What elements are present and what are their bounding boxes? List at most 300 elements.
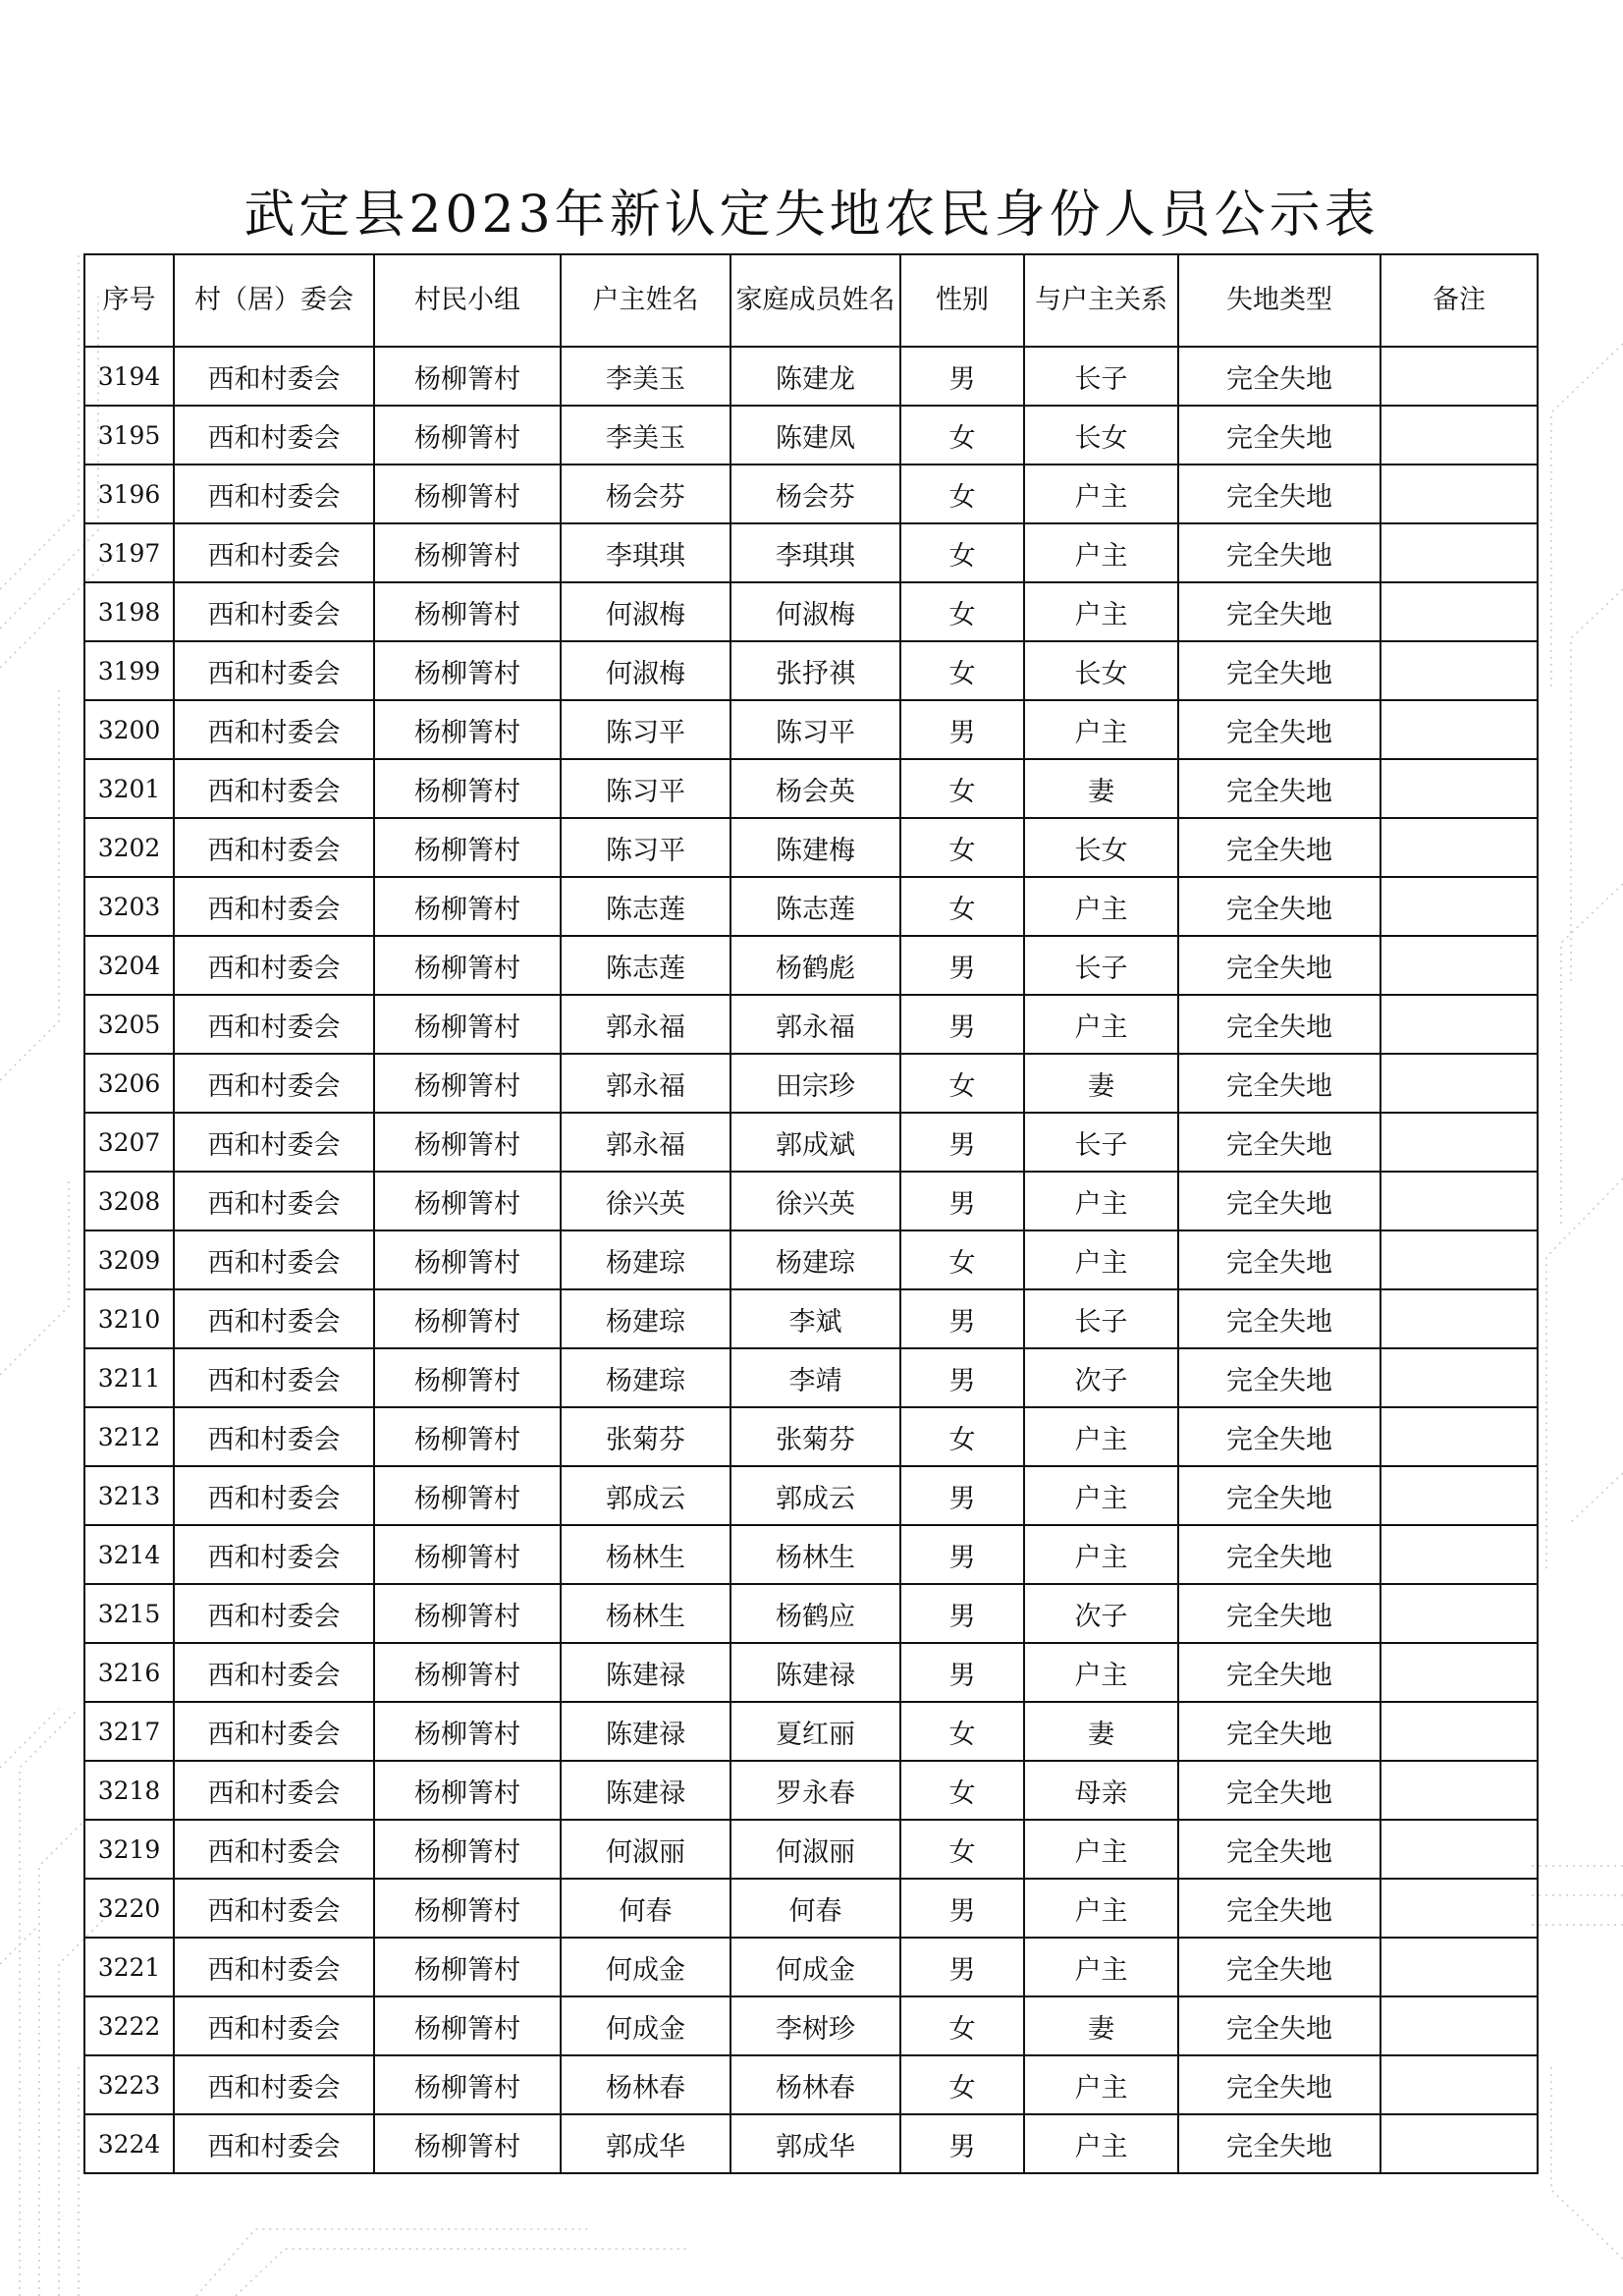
cell-remarks (1380, 1525, 1538, 1584)
cell-village-committee: 西和村委会 (174, 1879, 374, 1938)
cell-family-member: 徐兴英 (730, 1172, 900, 1230)
cell-land-loss-type: 完全失地 (1178, 1996, 1380, 2055)
table-row (84, 347, 1538, 406)
cell-relation: 户主 (1024, 1643, 1178, 1702)
table-row (84, 1879, 1538, 1938)
cell-villager-group: 杨柳箐村 (374, 2114, 561, 2173)
cell-serial-no: 3209 (84, 1230, 174, 1289)
cell-family-member: 郭成斌 (730, 1113, 900, 1172)
cell-household-head: 何春 (561, 1879, 730, 1938)
cell-serial-no: 3201 (84, 759, 174, 818)
cell-gender: 女 (900, 1702, 1024, 1761)
cell-household-head: 李美玉 (561, 347, 730, 406)
cell-remarks (1380, 995, 1538, 1054)
cell-land-loss-type: 完全失地 (1178, 1879, 1380, 1938)
cell-family-member: 郭永福 (730, 995, 900, 1054)
table-row (84, 759, 1538, 818)
cell-serial-no: 3214 (84, 1525, 174, 1584)
table-row (84, 995, 1538, 1054)
table-body (84, 347, 1538, 2173)
cell-household-head: 杨建琮 (561, 1230, 730, 1289)
table-row (84, 582, 1538, 641)
cell-villager-group: 杨柳箐村 (374, 582, 561, 641)
cell-gender: 女 (900, 1230, 1024, 1289)
cell-remarks (1380, 582, 1538, 641)
cell-gender: 男 (900, 1289, 1024, 1348)
cell-relation: 妻 (1024, 759, 1178, 818)
cell-remarks (1380, 1584, 1538, 1643)
cell-serial-no: 3198 (84, 582, 174, 641)
cell-gender: 男 (900, 995, 1024, 1054)
cell-family-member: 何淑丽 (730, 1820, 900, 1879)
table-row (84, 936, 1538, 995)
header-serial-no: 序号 (84, 254, 174, 347)
cell-land-loss-type: 完全失地 (1178, 465, 1380, 523)
cell-gender: 男 (900, 1172, 1024, 1230)
cell-villager-group: 杨柳箐村 (374, 347, 561, 406)
cell-remarks (1380, 1230, 1538, 1289)
header-gender: 性别 (900, 254, 1024, 347)
cell-land-loss-type: 完全失地 (1178, 1348, 1380, 1407)
cell-gender: 男 (900, 1525, 1024, 1584)
cell-serial-no: 3219 (84, 1820, 174, 1879)
cell-villager-group: 杨柳箐村 (374, 1054, 561, 1113)
cell-serial-no: 3211 (84, 1348, 174, 1407)
cell-village-committee: 西和村委会 (174, 641, 374, 700)
cell-village-committee: 西和村委会 (174, 759, 374, 818)
page-title: 武定县2023年新认定失地农民身份人员公示表 (243, 186, 1380, 245)
cell-serial-no: 3199 (84, 641, 174, 700)
cell-land-loss-type: 完全失地 (1178, 1820, 1380, 1879)
cell-relation: 长子 (1024, 1289, 1178, 1348)
table-row (84, 1584, 1538, 1643)
cell-gender: 男 (900, 2114, 1024, 2173)
cell-family-member: 田宗珍 (730, 1054, 900, 1113)
cell-household-head: 何淑梅 (561, 641, 730, 700)
cell-family-member: 李树珍 (730, 1996, 900, 2055)
cell-remarks (1380, 2114, 1538, 2173)
cell-household-head: 张菊芬 (561, 1407, 730, 1466)
cell-relation: 户主 (1024, 1938, 1178, 1996)
cell-serial-no: 3223 (84, 2055, 174, 2114)
cell-villager-group: 杨柳箐村 (374, 1525, 561, 1584)
cell-remarks (1380, 1407, 1538, 1466)
cell-remarks (1380, 1938, 1538, 1996)
table-row (84, 1525, 1538, 1584)
cell-remarks (1380, 1702, 1538, 1761)
cell-relation: 户主 (1024, 1172, 1178, 1230)
cell-villager-group: 杨柳箐村 (374, 1230, 561, 1289)
cell-serial-no: 3207 (84, 1113, 174, 1172)
cell-relation: 长女 (1024, 641, 1178, 700)
cell-family-member: 郭成华 (730, 2114, 900, 2173)
cell-land-loss-type: 完全失地 (1178, 1761, 1380, 1820)
cell-serial-no: 3224 (84, 2114, 174, 2173)
cell-village-committee: 西和村委会 (174, 1702, 374, 1761)
cell-village-committee: 西和村委会 (174, 2055, 374, 2114)
cell-relation: 户主 (1024, 1525, 1178, 1584)
cell-land-loss-type: 完全失地 (1178, 1054, 1380, 1113)
cell-serial-no: 3202 (84, 818, 174, 877)
cell-family-member: 杨会英 (730, 759, 900, 818)
cell-household-head: 杨会芬 (561, 465, 730, 523)
cell-serial-no: 3217 (84, 1702, 174, 1761)
table-row (84, 700, 1538, 759)
cell-serial-no: 3218 (84, 1761, 174, 1820)
cell-serial-no: 3204 (84, 936, 174, 995)
cell-gender: 女 (900, 582, 1024, 641)
cell-remarks (1380, 1761, 1538, 1820)
cell-relation: 户主 (1024, 1879, 1178, 1938)
cell-land-loss-type: 完全失地 (1178, 523, 1380, 582)
roster-table (83, 253, 1539, 2174)
cell-gender: 女 (900, 759, 1024, 818)
cell-gender: 女 (900, 1054, 1024, 1113)
table-row (84, 1761, 1538, 1820)
cell-land-loss-type: 完全失地 (1178, 1584, 1380, 1643)
cell-villager-group: 杨柳箐村 (374, 1172, 561, 1230)
cell-village-committee: 西和村委会 (174, 877, 374, 936)
cell-land-loss-type: 完全失地 (1178, 700, 1380, 759)
table-row (84, 465, 1538, 523)
cell-land-loss-type: 完全失地 (1178, 347, 1380, 406)
cell-remarks (1380, 759, 1538, 818)
cell-family-member: 夏红丽 (730, 1702, 900, 1761)
cell-village-committee: 西和村委会 (174, 1289, 374, 1348)
cell-gender: 男 (900, 1466, 1024, 1525)
cell-village-committee: 西和村委会 (174, 1996, 374, 2055)
cell-remarks (1380, 877, 1538, 936)
cell-household-head: 郭成华 (561, 2114, 730, 2173)
cell-household-head: 杨林生 (561, 1584, 730, 1643)
cell-remarks (1380, 1820, 1538, 1879)
cell-relation: 户主 (1024, 523, 1178, 582)
cell-land-loss-type: 完全失地 (1178, 1702, 1380, 1761)
cell-village-committee: 西和村委会 (174, 1113, 374, 1172)
cell-serial-no: 3220 (84, 1879, 174, 1938)
cell-serial-no: 3222 (84, 1996, 174, 2055)
cell-household-head: 杨建琮 (561, 1289, 730, 1348)
cell-land-loss-type: 完全失地 (1178, 1407, 1380, 1466)
cell-land-loss-type: 完全失地 (1178, 582, 1380, 641)
cell-serial-no: 3203 (84, 877, 174, 936)
cell-land-loss-type: 完全失地 (1178, 1466, 1380, 1525)
cell-relation: 户主 (1024, 2055, 1178, 2114)
cell-village-committee: 西和村委会 (174, 1643, 374, 1702)
cell-relation: 户主 (1024, 465, 1178, 523)
cell-land-loss-type: 完全失地 (1178, 1525, 1380, 1584)
cell-family-member: 罗永春 (730, 1761, 900, 1820)
cell-remarks (1380, 1996, 1538, 2055)
cell-remarks (1380, 1172, 1538, 1230)
header-village-committee: 村（居）委会 (174, 254, 374, 347)
cell-relation: 户主 (1024, 2114, 1178, 2173)
cell-villager-group: 杨柳箐村 (374, 936, 561, 995)
cell-relation: 母亲 (1024, 1761, 1178, 1820)
cell-family-member: 李靖 (730, 1348, 900, 1407)
cell-land-loss-type: 完全失地 (1178, 2055, 1380, 2114)
table-row (84, 1996, 1538, 2055)
table-row (84, 1348, 1538, 1407)
cell-village-committee: 西和村委会 (174, 818, 374, 877)
table-row (84, 1938, 1538, 1996)
cell-village-committee: 西和村委会 (174, 582, 374, 641)
cell-family-member: 杨鹤彪 (730, 936, 900, 995)
cell-household-head: 陈习平 (561, 759, 730, 818)
cell-village-committee: 西和村委会 (174, 1348, 374, 1407)
cell-villager-group: 杨柳箐村 (374, 1938, 561, 1996)
cell-village-committee: 西和村委会 (174, 1584, 374, 1643)
cell-household-head: 郭永福 (561, 995, 730, 1054)
cell-remarks (1380, 1348, 1538, 1407)
cell-land-loss-type: 完全失地 (1178, 1938, 1380, 1996)
cell-villager-group: 杨柳箐村 (374, 641, 561, 700)
cell-villager-group: 杨柳箐村 (374, 2055, 561, 2114)
header-villager-group: 村民小组 (374, 254, 561, 347)
cell-serial-no: 3215 (84, 1584, 174, 1643)
cell-relation: 次子 (1024, 1348, 1178, 1407)
cell-family-member: 陈建梅 (730, 818, 900, 877)
cell-serial-no: 3221 (84, 1938, 174, 1996)
cell-villager-group: 杨柳箐村 (374, 406, 561, 465)
table-row (84, 1702, 1538, 1761)
cell-household-head: 陈建禄 (561, 1761, 730, 1820)
table-row (84, 877, 1538, 936)
table-row (84, 1230, 1538, 1289)
cell-relation: 户主 (1024, 1230, 1178, 1289)
cell-serial-no: 3206 (84, 1054, 174, 1113)
cell-family-member: 陈志莲 (730, 877, 900, 936)
cell-relation: 户主 (1024, 582, 1178, 641)
header-remarks: 备注 (1380, 254, 1538, 347)
cell-relation: 户主 (1024, 1407, 1178, 1466)
cell-land-loss-type: 完全失地 (1178, 1172, 1380, 1230)
cell-household-head: 陈习平 (561, 700, 730, 759)
cell-villager-group: 杨柳箐村 (374, 1113, 561, 1172)
cell-family-member: 何春 (730, 1879, 900, 1938)
cell-remarks (1380, 641, 1538, 700)
cell-villager-group: 杨柳箐村 (374, 877, 561, 936)
cell-family-member: 李斌 (730, 1289, 900, 1348)
cell-household-head: 杨林生 (561, 1525, 730, 1584)
cell-relation: 长子 (1024, 347, 1178, 406)
cell-serial-no: 3213 (84, 1466, 174, 1525)
table-row (84, 2055, 1538, 2114)
cell-villager-group: 杨柳箐村 (374, 1348, 561, 1407)
cell-villager-group: 杨柳箐村 (374, 1466, 561, 1525)
cell-household-head: 陈习平 (561, 818, 730, 877)
cell-village-committee: 西和村委会 (174, 406, 374, 465)
cell-relation: 长子 (1024, 936, 1178, 995)
table-row (84, 523, 1538, 582)
cell-serial-no: 3194 (84, 347, 174, 406)
cell-family-member: 陈建禄 (730, 1643, 900, 1702)
cell-household-head: 陈建禄 (561, 1702, 730, 1761)
cell-villager-group: 杨柳箐村 (374, 1761, 561, 1820)
cell-gender: 女 (900, 1761, 1024, 1820)
cell-relation: 户主 (1024, 877, 1178, 936)
cell-villager-group: 杨柳箐村 (374, 1879, 561, 1938)
cell-family-member: 何成金 (730, 1938, 900, 1996)
cell-remarks (1380, 1466, 1538, 1525)
cell-relation: 妻 (1024, 1996, 1178, 2055)
cell-gender: 男 (900, 936, 1024, 995)
cell-villager-group: 杨柳箐村 (374, 523, 561, 582)
cell-gender: 男 (900, 700, 1024, 759)
cell-village-committee: 西和村委会 (174, 347, 374, 406)
cell-village-committee: 西和村委会 (174, 700, 374, 759)
table-row (84, 1054, 1538, 1113)
cell-remarks (1380, 818, 1538, 877)
cell-village-committee: 西和村委会 (174, 523, 374, 582)
cell-land-loss-type: 完全失地 (1178, 1113, 1380, 1172)
cell-gender: 男 (900, 1584, 1024, 1643)
cell-villager-group: 杨柳箐村 (374, 1407, 561, 1466)
table-header-row (84, 254, 1538, 347)
cell-land-loss-type: 完全失地 (1178, 1643, 1380, 1702)
cell-household-head: 杨林春 (561, 2055, 730, 2114)
cell-land-loss-type: 完全失地 (1178, 2114, 1380, 2173)
cell-serial-no: 3205 (84, 995, 174, 1054)
cell-household-head: 郭永福 (561, 1113, 730, 1172)
cell-village-committee: 西和村委会 (174, 1820, 374, 1879)
cell-gender: 男 (900, 1348, 1024, 1407)
cell-village-committee: 西和村委会 (174, 465, 374, 523)
cell-land-loss-type: 完全失地 (1178, 406, 1380, 465)
table-row (84, 1643, 1538, 1702)
cell-family-member: 何淑梅 (730, 582, 900, 641)
cell-family-member: 张抒祺 (730, 641, 900, 700)
cell-village-committee: 西和村委会 (174, 1466, 374, 1525)
cell-village-committee: 西和村委会 (174, 1054, 374, 1113)
table-row (84, 1466, 1538, 1525)
cell-remarks (1380, 1054, 1538, 1113)
cell-family-member: 陈习平 (730, 700, 900, 759)
cell-relation: 妻 (1024, 1702, 1178, 1761)
cell-household-head: 何淑丽 (561, 1820, 730, 1879)
table-row (84, 406, 1538, 465)
cell-family-member: 杨林生 (730, 1525, 900, 1584)
table-row (84, 1289, 1538, 1348)
cell-relation: 长女 (1024, 406, 1178, 465)
cell-household-head: 陈建禄 (561, 1643, 730, 1702)
cell-family-member: 陈建龙 (730, 347, 900, 406)
cell-serial-no: 3197 (84, 523, 174, 582)
cell-gender: 男 (900, 1643, 1024, 1702)
cell-household-head: 何成金 (561, 1938, 730, 1996)
cell-serial-no: 3200 (84, 700, 174, 759)
cell-gender: 男 (900, 1879, 1024, 1938)
cell-villager-group: 杨柳箐村 (374, 759, 561, 818)
cell-remarks (1380, 347, 1538, 406)
table-row (84, 1113, 1538, 1172)
cell-family-member: 杨林春 (730, 2055, 900, 2114)
cell-village-committee: 西和村委会 (174, 1230, 374, 1289)
cell-village-committee: 西和村委会 (174, 2114, 374, 2173)
cell-villager-group: 杨柳箐村 (374, 700, 561, 759)
cell-relation: 户主 (1024, 1820, 1178, 1879)
cell-villager-group: 杨柳箐村 (374, 465, 561, 523)
cell-serial-no: 3208 (84, 1172, 174, 1230)
cell-serial-no: 3216 (84, 1643, 174, 1702)
cell-relation: 长女 (1024, 818, 1178, 877)
cell-gender: 女 (900, 641, 1024, 700)
cell-villager-group: 杨柳箐村 (374, 1820, 561, 1879)
cell-household-head: 陈志莲 (561, 936, 730, 995)
cell-land-loss-type: 完全失地 (1178, 1289, 1380, 1348)
cell-family-member: 杨建琮 (730, 1230, 900, 1289)
cell-village-committee: 西和村委会 (174, 1407, 374, 1466)
cell-serial-no: 3210 (84, 1289, 174, 1348)
table-row (84, 1407, 1538, 1466)
cell-remarks (1380, 1879, 1538, 1938)
cell-gender: 女 (900, 465, 1024, 523)
table-row (84, 818, 1538, 877)
cell-household-head: 陈志莲 (561, 877, 730, 936)
table-row (84, 1820, 1538, 1879)
cell-village-committee: 西和村委会 (174, 1525, 374, 1584)
cell-family-member: 张菊芬 (730, 1407, 900, 1466)
cell-household-head: 郭成云 (561, 1466, 730, 1525)
cell-relation: 长子 (1024, 1113, 1178, 1172)
cell-household-head: 李美玉 (561, 406, 730, 465)
cell-relation: 妻 (1024, 1054, 1178, 1113)
cell-villager-group: 杨柳箐村 (374, 1996, 561, 2055)
cell-family-member: 郭成云 (730, 1466, 900, 1525)
cell-household-head: 李琪琪 (561, 523, 730, 582)
cell-village-committee: 西和村委会 (174, 995, 374, 1054)
cell-remarks (1380, 406, 1538, 465)
cell-land-loss-type: 完全失地 (1178, 936, 1380, 995)
header-family-member: 家庭成员姓名 (730, 254, 900, 347)
cell-villager-group: 杨柳箐村 (374, 1702, 561, 1761)
cell-household-head: 杨建琮 (561, 1348, 730, 1407)
cell-land-loss-type: 完全失地 (1178, 877, 1380, 936)
header-household-head: 户主姓名 (561, 254, 730, 347)
cell-land-loss-type: 完全失地 (1178, 1230, 1380, 1289)
cell-relation: 次子 (1024, 1584, 1178, 1643)
cell-relation: 户主 (1024, 995, 1178, 1054)
cell-family-member: 李琪琪 (730, 523, 900, 582)
cell-gender: 女 (900, 877, 1024, 936)
cell-gender: 女 (900, 1820, 1024, 1879)
cell-gender: 女 (900, 2055, 1024, 2114)
cell-family-member: 杨会芬 (730, 465, 900, 523)
cell-gender: 女 (900, 1996, 1024, 2055)
cell-gender: 女 (900, 523, 1024, 582)
cell-remarks (1380, 523, 1538, 582)
cell-village-committee: 西和村委会 (174, 936, 374, 995)
cell-family-member: 杨鹤应 (730, 1584, 900, 1643)
cell-village-committee: 西和村委会 (174, 1761, 374, 1820)
cell-remarks (1380, 465, 1538, 523)
cell-serial-no: 3196 (84, 465, 174, 523)
cell-household-head: 徐兴英 (561, 1172, 730, 1230)
cell-serial-no: 3212 (84, 1407, 174, 1466)
cell-remarks (1380, 936, 1538, 995)
cell-land-loss-type: 完全失地 (1178, 641, 1380, 700)
table-row (84, 641, 1538, 700)
cell-villager-group: 杨柳箐村 (374, 818, 561, 877)
header-land-loss-type: 失地类型 (1178, 254, 1380, 347)
cell-gender: 女 (900, 1407, 1024, 1466)
cell-gender: 男 (900, 1113, 1024, 1172)
cell-serial-no: 3195 (84, 406, 174, 465)
cell-remarks (1380, 1113, 1538, 1172)
cell-relation: 户主 (1024, 1466, 1178, 1525)
cell-remarks (1380, 700, 1538, 759)
cell-village-committee: 西和村委会 (174, 1172, 374, 1230)
